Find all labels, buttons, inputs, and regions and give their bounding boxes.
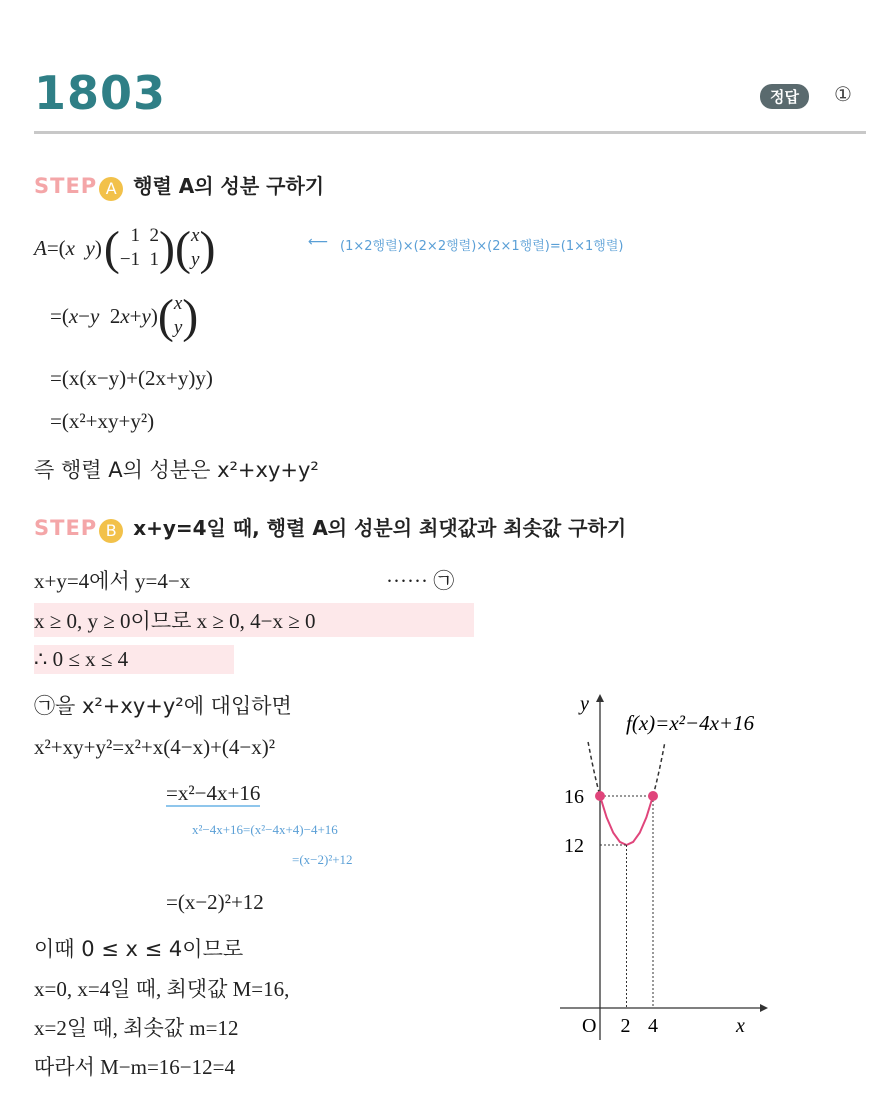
step-b-line10: x=2일 때, 최솟값 m=12 — [34, 1016, 239, 1040]
curve-segment — [600, 796, 653, 845]
step-b-line7: =(x−2)²+12 — [166, 890, 264, 914]
step-b-title: x+y=4일 때, 행렬 A의 성분의 최댓값과 최솟값 구하기 — [133, 516, 627, 540]
answer-badge: 정답 — [760, 84, 809, 109]
step-b-line1: x+y=4에서 y=4−x — [34, 569, 191, 593]
x-axis-label: x — [736, 1015, 745, 1037]
step-b-line8: 이때 0 ≤ x ≤ 4이므로 — [34, 937, 244, 961]
step-a-line3: =(x(x−y)+(2x+y)y) — [50, 366, 213, 390]
step-b-note1: x²−4x+16=(x²−4x+4)−4+16 — [192, 822, 338, 837]
step-b-letter: B — [99, 519, 123, 543]
header-divider — [34, 131, 866, 134]
x-axis-arrow-icon — [760, 1004, 768, 1012]
step-a-line2: =( x − y 2 x + y ) ( x y ) — [50, 289, 199, 343]
function-graph — [550, 690, 870, 1050]
x-tick-4: 4 — [648, 1015, 658, 1037]
step-a-title: 행렬 A의 성분 구하기 — [133, 174, 325, 198]
step-a-line4: =(x²+xy+y²) — [50, 409, 155, 433]
y-tick-12: 12 — [564, 835, 584, 857]
step-b-heading — [34, 512, 626, 543]
step-a-matrix-line: A =( x y ) ( 1 2 −1 1 ) ( x y ) — [34, 221, 216, 275]
step-b-line5: x²+xy+y²=x²+x(4−x)+(4−x)² — [34, 735, 276, 759]
step-b-tag: STEP — [34, 516, 98, 540]
origin-label: O — [582, 1015, 597, 1037]
y-tick-16: 16 — [564, 786, 584, 808]
problem-number: 1803 — [34, 66, 167, 120]
arrow-icon: ⟵ — [308, 234, 329, 250]
step-a-tag: STEP — [34, 174, 98, 198]
step-a-heading — [34, 170, 324, 201]
step-a-letter: A — [99, 177, 123, 201]
step-b-line3: ∴ 0 ≤ x ≤ 4 — [34, 645, 234, 674]
step-b-line11: 따라서 M−m=16−12=4 — [34, 1055, 235, 1079]
step-b-line1-mark: ······ ㉠ — [386, 569, 455, 593]
step-b-line9: x=0, x=4일 때, 최댓값 M=16, — [34, 977, 290, 1001]
x-tick-2: 2 — [620, 1015, 631, 1037]
answer-value: ① — [834, 82, 852, 106]
step-a-note: (1×2행렬)×(2×2행렬)×(2×1행렬)=(1×1행렬) — [340, 239, 624, 254]
y-axis-arrow-icon — [596, 694, 604, 702]
curve-dashed-left — [588, 742, 600, 796]
step-b-line2: x ≥ 0, y ≥ 0이므로 x ≥ 0, 4−x ≥ 0 — [34, 603, 474, 637]
step-b-note2: =(x−2)²+12 — [292, 852, 353, 867]
marked-point-1 — [648, 791, 658, 801]
step-b-line6: =x²−4x+16 — [166, 781, 261, 805]
marked-point-0 — [595, 791, 605, 801]
curve-dashed-right — [653, 742, 665, 796]
step-a-line5: 즉 행렬 A의 성분은 x²+xy+y² — [34, 458, 319, 482]
step-b-line4: ㉠을 x²+xy+y²에 대입하면 — [34, 694, 292, 718]
function-label: f(x)=x²−4x+16 — [626, 711, 755, 735]
y-axis-label: y — [580, 693, 589, 715]
